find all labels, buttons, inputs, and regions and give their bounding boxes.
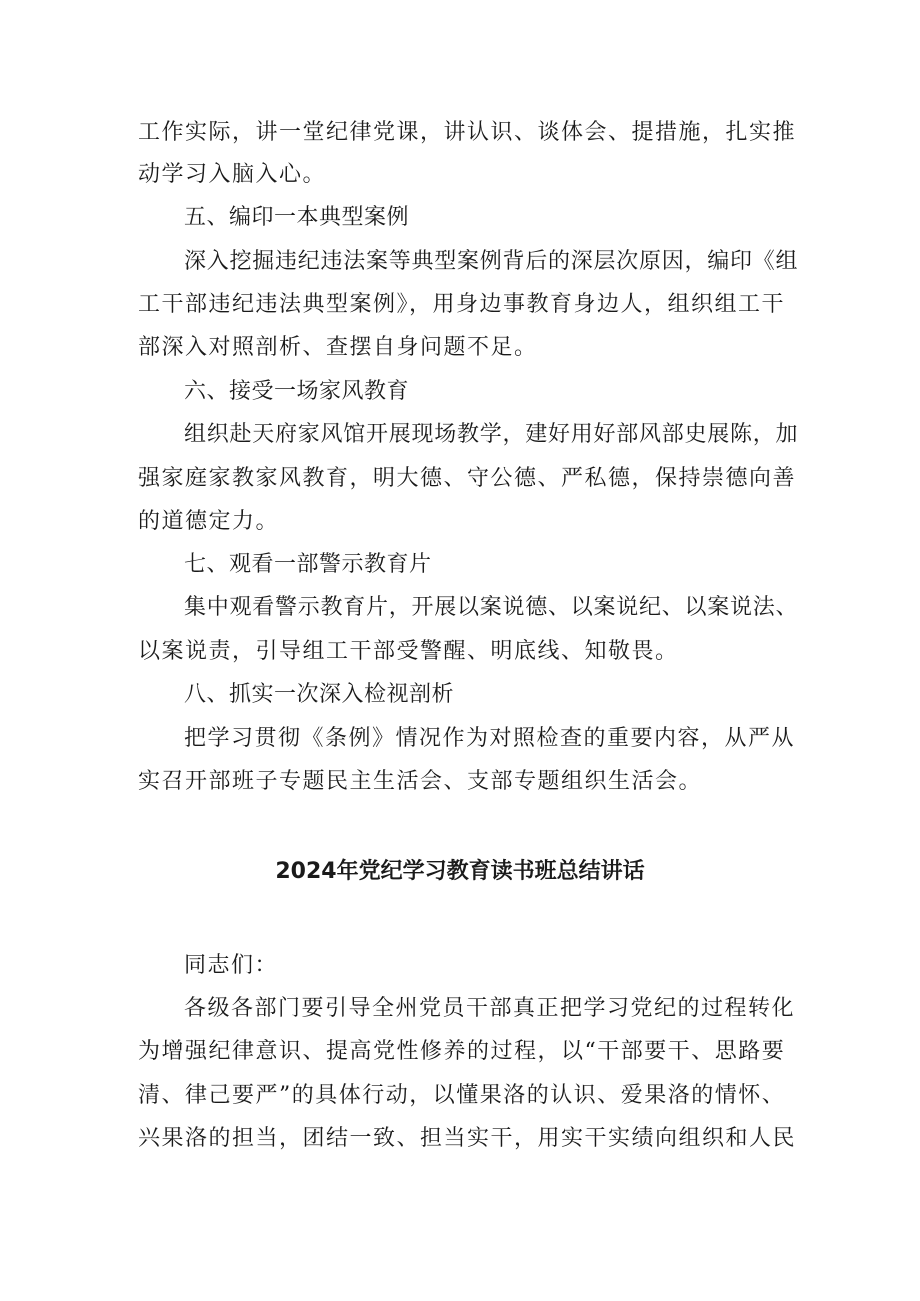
section-heading-6: 六、接受一场家风教育: [184, 379, 410, 404]
body-line: 集中观看警示教育片，开展以案说德、以案说纪、以案说法、: [184, 595, 799, 620]
body-line: 以案说责，引导组工干部受警醒、明底线、知敬畏。: [138, 639, 679, 664]
section-heading-7: 七、观看一部警示教育片: [184, 552, 432, 577]
body-line: 部深入对照剖析、查摆自身问题不足。: [138, 335, 538, 360]
body-line: 深入挖掘违纪违法案等典型案例背后的深层次原因，编印《组: [184, 249, 799, 274]
body-line: 为增强纪律意识、提高党性修养的过程，以“干部要干、思路要: [138, 1039, 786, 1064]
body-line: 兴果洛的担当，团结一致、担当实干，用实干实绩向组织和人民: [138, 1126, 797, 1151]
body-line: 工干部违纪违法典型案例》，用身边事教育身边人，组织组工干: [138, 292, 786, 317]
body-line: 把学习贯彻《条例》情况作为对照检查的重要内容，从严从: [184, 726, 796, 751]
body-line: 清、律己要严”的具体行动，以懂果洛的认识、爱果洛的情怀、: [138, 1083, 786, 1108]
section-heading-5: 五、编印一本典型案例: [184, 205, 410, 230]
body-line: 各级各部门要引导全州党员干部真正把学习党纪的过程转化: [184, 996, 796, 1021]
body-line: 强家庭家教家风教育，明大德、守公德、严私德，保持崇德向善: [138, 466, 797, 491]
body-line: 实召开部班子专题民主生活会、支部专题组织生活会。: [138, 769, 703, 794]
body-line: 的道德定力。: [138, 509, 280, 534]
body-line: 工作实际，讲一堂纪律党课，讲认识、谈体会、提措施，扎实推: [138, 120, 797, 145]
body-line: 组织赴天府家风馆开展现场教学，建好用好部风部史展陈，加: [184, 422, 799, 447]
section-heading-8: 八、抓实一次深入检视剖析: [184, 682, 455, 707]
speech-title: 2024年党纪学习教育读书班总结讲话: [275, 859, 645, 884]
body-line: 动学习入脑入心。: [138, 162, 327, 187]
speech-greeting: 同志们：: [184, 953, 279, 978]
